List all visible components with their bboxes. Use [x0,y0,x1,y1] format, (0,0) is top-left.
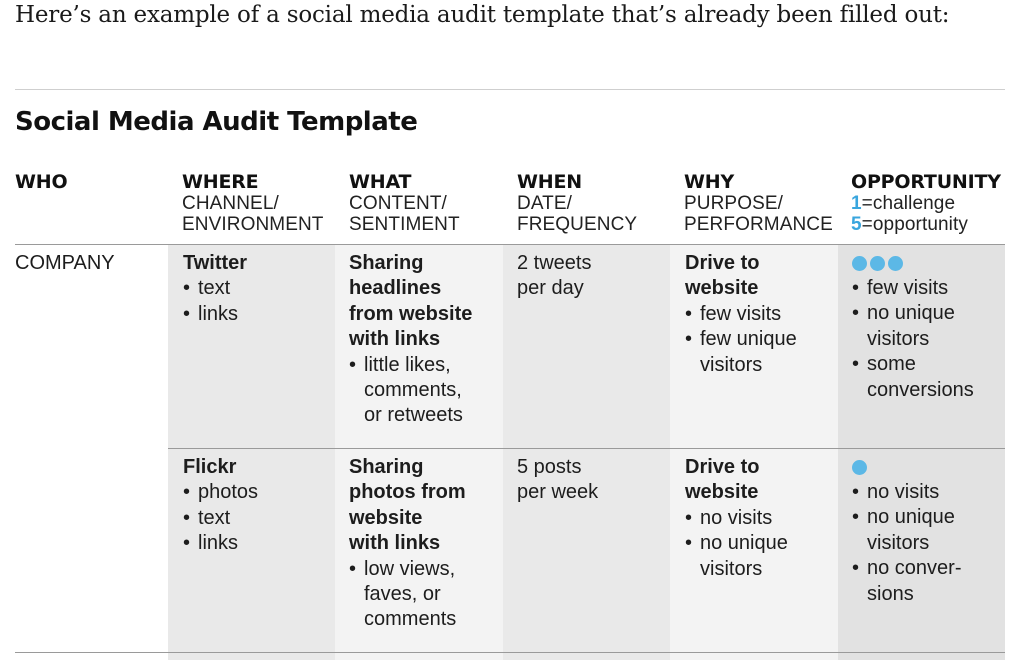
when-column-bg [503,244,670,660]
header-what-label: WHAT [349,171,412,193]
frequency-line: per week [517,481,599,504]
list-item: • few visits [852,276,974,301]
list-item-text: conversions [867,378,974,401]
list-item-text: few unique [700,328,797,351]
list-item: • links [183,531,258,556]
header-why [684,172,833,235]
header-when-sub1: DATE/ [517,193,573,214]
content-line: headlines [349,277,442,300]
content-line: Sharing [349,456,424,478]
list-item: • text [183,276,247,301]
header-opportunity-label: OPPORTUNITY [851,171,1001,193]
row1-why [685,251,797,378]
list-item: • no visits [852,480,962,505]
header-where-label: WHERE [182,171,259,193]
row2-opportunity [852,455,962,607]
content-line: with links [349,532,441,555]
list-item-text: sions [867,582,914,605]
purpose-line: website [685,481,759,504]
who-cell: COMPANY [15,252,115,274]
content-line: website [349,506,423,529]
list-item [349,557,466,633]
header-who-label: WHO [15,171,68,193]
list-item: • text [183,506,258,531]
intro-text: Here’s an example of a social media audit template that’s already been filled out: [15,2,950,28]
header-who [15,172,67,193]
frequency-line: 5 posts [517,456,582,478]
rating-dot-icon [888,256,903,271]
top-divider [15,89,1005,90]
legend-opportunity [851,214,1001,235]
header-when-sub2: FREQUENCY [517,214,638,235]
header-why-label: WHY [684,171,735,193]
legend-label-1: =challenge [861,193,956,214]
list-item: • photos [183,480,258,505]
list-item-text: visitors [867,327,930,350]
channel-name: Twitter [183,252,248,274]
list-item-text: no unique [700,532,788,555]
list-item [852,301,974,352]
list-item [349,353,472,429]
frequency-line: per day [517,277,584,300]
row2-when [517,455,598,506]
row2-why [685,455,788,582]
list-item: • few visits [685,302,797,327]
opportunity-rating [852,251,974,276]
list-item [852,556,962,607]
list-item-text: faves, or [364,583,441,606]
purpose-line: Drive to [685,252,760,274]
list-item-text: or retweets [364,404,463,427]
template-title: Social Media Audit Template [15,107,418,137]
header-why-sub1: PURPOSE/ [684,193,783,214]
legend-num-5: 5 [851,214,862,235]
header-where [182,172,324,235]
header-where-sub1: CHANNEL/ [182,193,279,214]
rating-dot-icon [852,256,867,271]
list-item: • links [183,302,247,327]
opportunity-rating [852,455,962,480]
purpose-line: Drive to [685,456,760,478]
row-divider [168,448,1005,449]
header-what-sub1: CONTENT/ [349,193,447,214]
list-item: • no visits [685,506,788,531]
list-item-text: comments, [364,379,462,402]
legend-challenge [851,193,1001,214]
list-item-text: no conver- [867,557,962,580]
row1-when [517,251,591,302]
list-item-text: no unique [867,302,955,325]
list-item-text: low views, [364,557,456,580]
header-what-sub2: SENTIMENT [349,214,460,235]
channel-name: Flickr [183,456,237,478]
header-divider [15,244,1005,245]
header-why-sub2: PERFORMANCE [684,214,833,235]
row1-where [183,251,247,327]
legend-label-5: =opportunity [861,214,968,235]
content-line: Sharing [349,252,424,274]
row2-where [183,455,258,557]
header-when [517,172,637,235]
list-item-text: visitors [867,531,930,554]
list-item-text: little likes, [364,353,451,376]
row1-what [349,251,472,429]
row2-what [349,455,466,633]
list-item-text: no unique [867,506,955,529]
frequency-line: 2 tweets [517,252,592,274]
legend-num-1: 1 [851,193,862,214]
purpose-line: website [685,277,759,300]
list-item [685,531,788,582]
header-where-sub2: ENVIRONMENT [182,214,324,235]
list-item-text: comments [364,608,457,631]
content-line: photos from [349,481,466,504]
bottom-divider [15,652,1005,653]
list-item [685,327,797,378]
header-opportunity [851,172,1001,235]
list-item [852,352,974,403]
row1-opportunity [852,251,974,403]
list-item-text: visitors [700,557,763,580]
list-item-text: visitors [700,353,763,376]
header-what [349,172,460,235]
list-item [852,505,962,556]
list-item-text: some [867,353,916,376]
rating-dot-icon [852,460,867,475]
content-line: with links [349,328,441,351]
rating-dot-icon [870,256,885,271]
header-when-label: WHEN [517,171,582,193]
content-line: from website [349,302,473,325]
